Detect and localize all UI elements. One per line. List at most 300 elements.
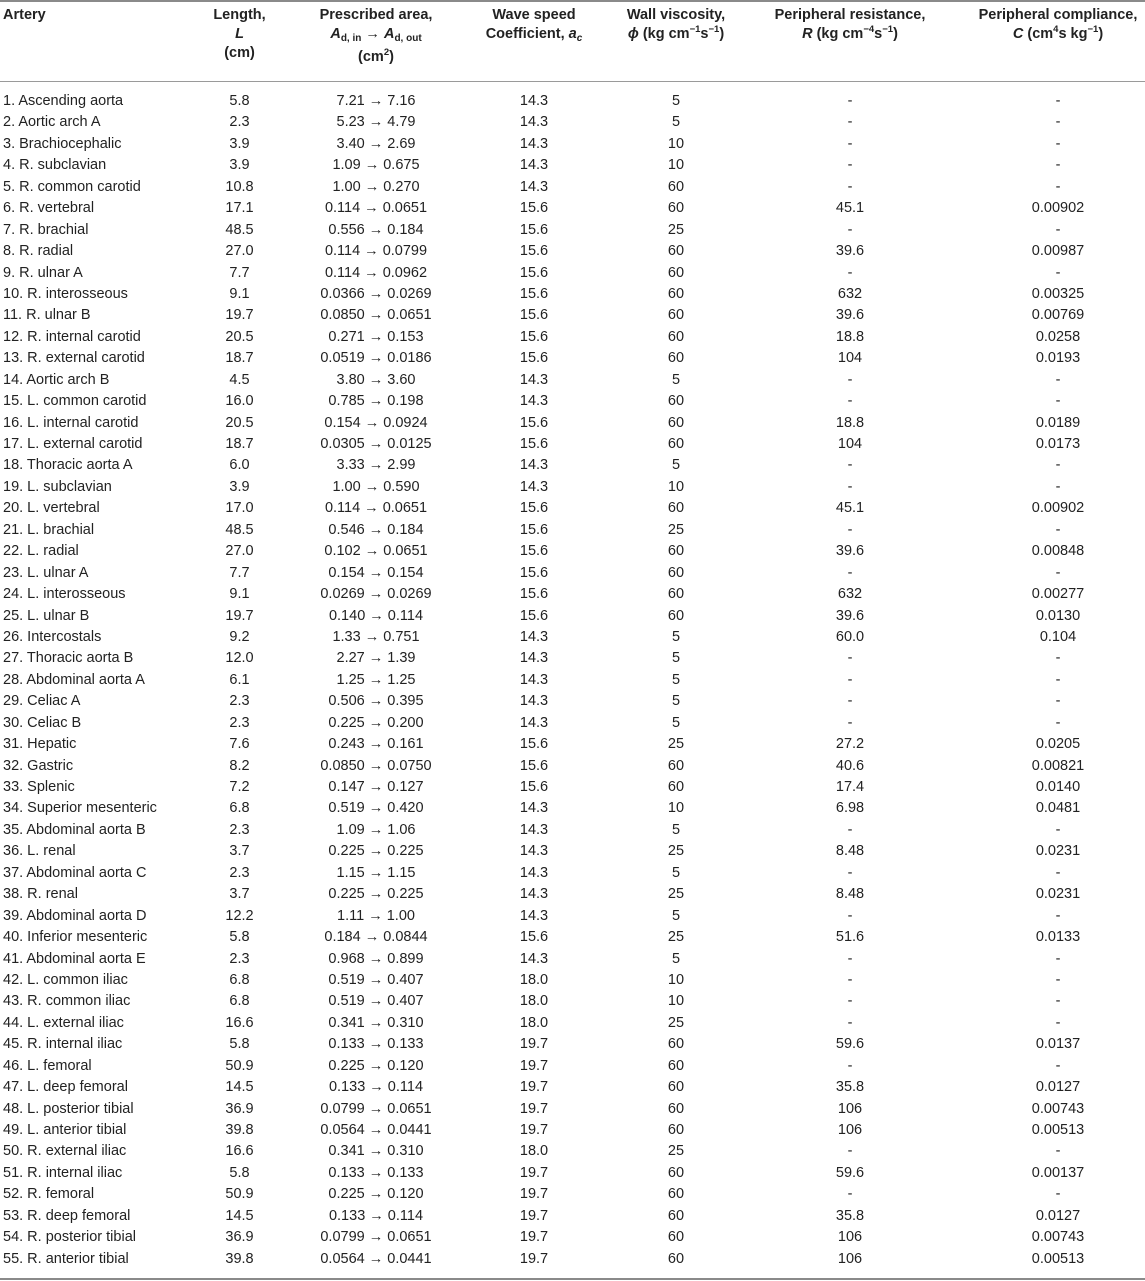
area-cell: 0.0366 → 0.0269 bbox=[320, 285, 432, 302]
resistance-cell: 8.48 bbox=[835, 886, 865, 903]
length-cell: 9.2 bbox=[229, 628, 250, 645]
wave-speed-cell: 14.3 bbox=[519, 393, 549, 410]
artery-name: 42. L. common iliac bbox=[3, 971, 128, 988]
length-cell: 39.8 bbox=[225, 1122, 254, 1138]
table-row bbox=[0, 734, 1145, 755]
length-cell: 17.0 bbox=[225, 500, 254, 517]
table-row bbox=[0, 1184, 1145, 1205]
wave-speed-cell: 14.3 bbox=[519, 135, 549, 152]
compliance-cell: - bbox=[1055, 1143, 1061, 1160]
length-cell: 9.1 bbox=[229, 285, 250, 302]
viscosity-cell: 60 bbox=[667, 500, 685, 517]
wave-speed-cell: 15.6 bbox=[519, 243, 549, 260]
wave-speed-cell: 14.3 bbox=[519, 93, 549, 109]
artery-name: 11. R. ulnar B bbox=[3, 307, 91, 324]
length-cell: 6.8 bbox=[229, 993, 250, 1010]
artery-name: 16. L. internal carotid bbox=[3, 414, 139, 431]
area-cell: 7.21 → 7.16 bbox=[336, 93, 416, 109]
area-cell: 0.0564 → 0.0441 bbox=[320, 1122, 432, 1138]
resistance-cell: - bbox=[847, 864, 853, 881]
wave-speed-cell: 15.6 bbox=[519, 328, 549, 345]
table-row bbox=[0, 305, 1145, 326]
area-cell: 0.114 → 0.0651 bbox=[324, 500, 428, 517]
area-cell: 0.785 → 0.198 bbox=[328, 393, 424, 410]
length-cell: 7.2 bbox=[229, 779, 250, 795]
length-cell: 4.5 bbox=[229, 371, 250, 388]
table-row bbox=[0, 220, 1145, 241]
resistance-cell: - bbox=[847, 950, 853, 967]
length-cell: 2.3 bbox=[229, 950, 250, 967]
wave-speed-cell: 15.6 bbox=[519, 436, 549, 452]
artery-name: 12. R. internal carotid bbox=[3, 328, 141, 345]
artery-name: 32. Gastric bbox=[3, 757, 74, 774]
resistance-cell: 27.2 bbox=[835, 736, 865, 753]
resistance-cell: - bbox=[847, 671, 853, 688]
viscosity-cell: 5 bbox=[671, 693, 681, 710]
resistance-cell: 45.1 bbox=[835, 500, 865, 517]
area-cell: 0.519 → 0.420 bbox=[328, 800, 424, 817]
wave-speed-cell: 19.7 bbox=[519, 1100, 549, 1117]
wave-speed-cell: 15.6 bbox=[519, 350, 549, 367]
viscosity-cell: 25 bbox=[667, 221, 685, 238]
header-peripheral-resistance: Peripheral resistance, R (kg $cm^{-4}s^{-1}$) bbox=[774, 7, 926, 42]
area-cell: 1.00 → 0.270 bbox=[332, 178, 420, 195]
artery-name: 52. R. femoral bbox=[3, 1186, 95, 1203]
table-row bbox=[0, 263, 1145, 284]
wave-speed-cell: 14.3 bbox=[519, 843, 549, 860]
length-cell: 2.3 bbox=[229, 821, 250, 838]
table-row bbox=[0, 391, 1145, 412]
viscosity-cell: 60 bbox=[667, 586, 685, 603]
wave-speed-cell: 19.7 bbox=[519, 1036, 549, 1053]
compliance-cell: - bbox=[1055, 950, 1061, 967]
length-cell: 6.0 bbox=[229, 457, 250, 474]
table-top-rule bbox=[0, 0, 1145, 2]
length-cell: 36.9 bbox=[225, 1229, 254, 1246]
compliance-cell: - bbox=[1055, 1057, 1061, 1074]
compliance-cell: - bbox=[1055, 114, 1061, 131]
viscosity-cell: 10 bbox=[667, 157, 685, 174]
artery-name: 17. L. external carotid bbox=[3, 436, 143, 452]
viscosity-cell: 60 bbox=[667, 200, 685, 217]
wave-speed-cell: 19.7 bbox=[519, 1079, 549, 1096]
resistance-cell: - bbox=[847, 564, 853, 581]
resistance-cell: - bbox=[847, 478, 853, 495]
resistance-cell: - bbox=[847, 457, 853, 474]
length-cell: 7.6 bbox=[229, 736, 250, 753]
viscosity-cell: 10 bbox=[667, 993, 685, 1010]
viscosity-cell: 60 bbox=[667, 1122, 685, 1138]
table-row bbox=[0, 112, 1145, 133]
area-cell: 3.33 → 2.99 bbox=[336, 457, 416, 474]
compliance-cell: - bbox=[1055, 971, 1061, 988]
wave-speed-cell: 15.6 bbox=[519, 285, 549, 302]
wave-speed-cell: 14.3 bbox=[519, 714, 549, 731]
table-row bbox=[0, 348, 1145, 369]
artery-name: 37. Abdominal aorta C bbox=[3, 864, 147, 881]
length-cell: 5.8 bbox=[229, 1036, 250, 1053]
compliance-cell: - bbox=[1055, 393, 1061, 410]
length-cell: 48.5 bbox=[225, 221, 254, 238]
artery-name: 23. L. ulnar A bbox=[3, 564, 89, 581]
artery-name: 30. Celiac B bbox=[3, 714, 82, 731]
viscosity-cell: 60 bbox=[667, 264, 685, 281]
table-row bbox=[0, 798, 1145, 819]
table-row bbox=[0, 1163, 1145, 1184]
table-row bbox=[0, 1056, 1145, 1077]
length-cell: 2.3 bbox=[229, 693, 250, 710]
artery-name: 43. R. common iliac bbox=[3, 993, 131, 1010]
artery-name: 7. R. brachial bbox=[3, 221, 89, 238]
resistance-cell: - bbox=[847, 650, 853, 667]
resistance-cell: - bbox=[847, 971, 853, 988]
length-cell: 2.3 bbox=[229, 864, 250, 881]
compliance-cell: 0.0205 bbox=[1035, 736, 1081, 753]
viscosity-cell: 5 bbox=[671, 864, 681, 881]
wave-speed-cell: 15.6 bbox=[519, 779, 549, 795]
viscosity-cell: 60 bbox=[667, 393, 685, 410]
resistance-cell: - bbox=[847, 135, 853, 152]
length-cell: 5.8 bbox=[229, 1164, 250, 1181]
wave-speed-cell: 15.6 bbox=[519, 500, 549, 517]
viscosity-cell: 60 bbox=[667, 307, 685, 324]
length-cell: 16.6 bbox=[225, 1143, 254, 1160]
artery-name: 28. Abdominal aorta A bbox=[3, 671, 145, 688]
artery-name: 26. Intercostals bbox=[3, 628, 102, 645]
compliance-cell: 0.0231 bbox=[1035, 843, 1081, 860]
resistance-cell: 60.0 bbox=[835, 628, 865, 645]
artery-name: 10. R. interosseous bbox=[3, 285, 128, 302]
table-row bbox=[0, 498, 1145, 519]
artery-name: 54. R. posterior tibial bbox=[3, 1229, 136, 1246]
viscosity-cell: 5 bbox=[671, 714, 681, 731]
artery-name: 21. L. brachial bbox=[3, 521, 95, 538]
artery-name: 3. Brachiocephalic bbox=[3, 135, 122, 152]
area-cell: 0.102 → 0.0651 bbox=[324, 543, 428, 560]
compliance-cell: - bbox=[1055, 264, 1061, 281]
wave-speed-cell: 14.3 bbox=[519, 178, 549, 195]
area-cell: 0.0305 → 0.0125 bbox=[320, 436, 432, 452]
compliance-cell: 0.00743 bbox=[1031, 1100, 1085, 1117]
wave-speed-cell: 19.7 bbox=[519, 1186, 549, 1203]
artery-name: 5. R. common carotid bbox=[3, 178, 141, 195]
table-row bbox=[0, 177, 1145, 198]
compliance-cell: - bbox=[1055, 864, 1061, 881]
wave-speed-cell: 19.7 bbox=[519, 1229, 549, 1246]
viscosity-cell: 5 bbox=[671, 628, 681, 645]
table-header bbox=[0, 6, 1145, 78]
table-row bbox=[0, 1013, 1145, 1034]
viscosity-cell: 25 bbox=[667, 736, 685, 753]
wave-speed-cell: 14.3 bbox=[519, 886, 549, 903]
length-cell: 2.3 bbox=[229, 114, 250, 131]
artery-name: 34. Superior mesenteric bbox=[3, 800, 157, 817]
artery-name: 45. R. internal iliac bbox=[3, 1036, 123, 1053]
viscosity-cell: 60 bbox=[667, 1079, 685, 1096]
resistance-cell: 106 bbox=[837, 1250, 863, 1267]
wave-speed-cell: 18.0 bbox=[519, 1143, 549, 1160]
table-row bbox=[0, 241, 1145, 262]
area-cell: 3.40 → 2.69 bbox=[336, 135, 416, 152]
viscosity-cell: 5 bbox=[671, 114, 681, 131]
wave-speed-cell: 18.0 bbox=[519, 993, 549, 1010]
table-row bbox=[0, 670, 1145, 691]
length-cell: 12.2 bbox=[225, 907, 254, 924]
artery-name: 51. R. internal iliac bbox=[3, 1164, 123, 1181]
area-cell: 2.27 → 1.39 bbox=[336, 650, 416, 667]
viscosity-cell: 5 bbox=[671, 821, 681, 838]
artery-name: 47. L. deep femoral bbox=[3, 1079, 128, 1096]
area-cell: 0.546 → 0.184 bbox=[328, 521, 424, 538]
compliance-cell: 0.00513 bbox=[1031, 1122, 1085, 1138]
viscosity-cell: 5 bbox=[671, 650, 681, 667]
wave-speed-cell: 15.6 bbox=[519, 414, 549, 431]
wave-speed-cell: 19.7 bbox=[519, 1250, 549, 1267]
resistance-cell: 35.8 bbox=[835, 1207, 865, 1224]
resistance-cell: 51.6 bbox=[835, 929, 865, 946]
artery-name: 4. R. subclavian bbox=[3, 157, 107, 174]
artery-name: 13. R. external carotid bbox=[3, 350, 145, 367]
compliance-cell: - bbox=[1055, 564, 1061, 581]
viscosity-cell: 60 bbox=[667, 328, 685, 345]
table-row bbox=[0, 863, 1145, 884]
resistance-cell: - bbox=[847, 221, 853, 238]
wave-speed-cell: 14.3 bbox=[519, 114, 549, 131]
compliance-cell: 0.00987 bbox=[1031, 243, 1085, 260]
compliance-cell: 0.0481 bbox=[1035, 800, 1081, 817]
header-artery: Artery bbox=[3, 7, 46, 23]
resistance-cell: - bbox=[847, 1186, 853, 1203]
compliance-cell: - bbox=[1055, 821, 1061, 838]
table-row bbox=[0, 1099, 1145, 1120]
compliance-cell: - bbox=[1055, 478, 1061, 495]
area-cell: 1.09 → 0.675 bbox=[332, 157, 420, 174]
wave-speed-cell: 14.3 bbox=[519, 907, 549, 924]
viscosity-cell: 60 bbox=[667, 1229, 685, 1246]
viscosity-cell: 5 bbox=[671, 907, 681, 924]
artery-name: 53. R. deep femoral bbox=[3, 1207, 131, 1224]
wave-speed-cell: 14.3 bbox=[519, 628, 549, 645]
table-row bbox=[0, 884, 1145, 905]
area-cell: 1.33 → 0.751 bbox=[332, 628, 420, 645]
wave-speed-cell: 14.3 bbox=[519, 457, 549, 474]
artery-name: 44. L. external iliac bbox=[3, 1014, 124, 1031]
resistance-cell: - bbox=[847, 907, 853, 924]
area-cell: 1.25 → 1.25 bbox=[336, 671, 416, 688]
length-cell: 5.8 bbox=[229, 929, 250, 946]
compliance-cell: 0.0130 bbox=[1035, 607, 1081, 624]
resistance-cell: - bbox=[847, 264, 853, 281]
compliance-cell: 0.00848 bbox=[1031, 543, 1085, 560]
resistance-cell: 39.6 bbox=[835, 243, 865, 260]
wave-speed-cell: 18.0 bbox=[519, 971, 549, 988]
length-cell: 48.5 bbox=[225, 521, 254, 538]
resistance-cell: - bbox=[847, 521, 853, 538]
wave-speed-cell: 15.6 bbox=[519, 221, 549, 238]
artery-name: 41. Abdominal aorta E bbox=[3, 950, 146, 967]
resistance-cell: 104 bbox=[837, 436, 863, 452]
area-cell: 0.506 → 0.395 bbox=[328, 693, 424, 710]
viscosity-cell: 60 bbox=[667, 436, 685, 452]
table-row bbox=[0, 606, 1145, 627]
viscosity-cell: 60 bbox=[667, 1250, 685, 1267]
length-cell: 19.7 bbox=[225, 607, 254, 624]
compliance-cell: 0.00902 bbox=[1031, 200, 1085, 217]
artery-name: 6. R. vertebral bbox=[3, 200, 95, 217]
artery-name: 27. Thoracic aorta B bbox=[3, 650, 134, 667]
table-row bbox=[0, 820, 1145, 841]
table-row bbox=[0, 1206, 1145, 1227]
artery-name: 2. Aortic arch A bbox=[3, 114, 101, 131]
area-cell: 0.968 → 0.899 bbox=[328, 950, 424, 967]
resistance-cell: 59.6 bbox=[835, 1164, 865, 1181]
compliance-cell: 0.104 bbox=[1039, 628, 1077, 645]
artery-name: 1. Ascending aorta bbox=[3, 93, 124, 109]
resistance-cell: - bbox=[847, 178, 853, 195]
area-cell: 5.23 → 4.79 bbox=[336, 114, 416, 131]
area-cell: 0.133 → 0.133 bbox=[328, 1036, 424, 1053]
area-cell: 1.00 → 0.590 bbox=[332, 478, 420, 495]
compliance-cell: 0.00277 bbox=[1031, 586, 1085, 603]
length-cell: 7.7 bbox=[229, 564, 250, 581]
wave-speed-cell: 14.3 bbox=[519, 371, 549, 388]
wave-speed-cell: 14.3 bbox=[519, 864, 549, 881]
length-cell: 50.9 bbox=[225, 1186, 254, 1203]
artery-name: 9. R. ulnar A bbox=[3, 264, 83, 281]
compliance-cell: - bbox=[1055, 907, 1061, 924]
area-cell: 1.09 → 1.06 bbox=[336, 821, 416, 838]
table-row bbox=[0, 155, 1145, 176]
wave-speed-cell: 15.6 bbox=[519, 264, 549, 281]
compliance-cell: - bbox=[1055, 650, 1061, 667]
viscosity-cell: 60 bbox=[667, 285, 685, 302]
table-row bbox=[0, 327, 1145, 348]
compliance-cell: - bbox=[1055, 93, 1061, 109]
length-cell: 3.9 bbox=[229, 135, 250, 152]
length-cell: 16.6 bbox=[225, 1014, 254, 1031]
length-cell: 14.5 bbox=[225, 1207, 254, 1224]
viscosity-cell: 25 bbox=[667, 886, 685, 903]
wave-speed-cell: 14.3 bbox=[519, 693, 549, 710]
viscosity-cell: 25 bbox=[667, 1143, 685, 1160]
artery-name: 36. L. renal bbox=[3, 843, 76, 860]
length-cell: 17.1 bbox=[225, 200, 254, 217]
resistance-cell: 45.1 bbox=[835, 200, 865, 217]
wave-speed-cell: 15.6 bbox=[519, 200, 549, 217]
wave-speed-cell: 19.7 bbox=[519, 1057, 549, 1074]
length-cell: 3.9 bbox=[229, 478, 250, 495]
viscosity-cell: 10 bbox=[667, 800, 685, 817]
resistance-cell: 39.6 bbox=[835, 543, 865, 560]
table-row bbox=[0, 477, 1145, 498]
table-row bbox=[0, 1120, 1145, 1141]
viscosity-cell: 10 bbox=[667, 971, 685, 988]
wave-speed-cell: 14.3 bbox=[519, 157, 549, 174]
resistance-cell: 106 bbox=[837, 1122, 863, 1138]
compliance-cell: - bbox=[1055, 671, 1061, 688]
table-row bbox=[0, 1249, 1145, 1270]
viscosity-cell: 60 bbox=[667, 1207, 685, 1224]
table-row bbox=[0, 691, 1145, 712]
viscosity-cell: 60 bbox=[667, 1100, 685, 1117]
resistance-cell: - bbox=[847, 693, 853, 710]
compliance-cell: 0.00137 bbox=[1031, 1164, 1085, 1181]
resistance-cell: 632 bbox=[837, 586, 863, 603]
area-cell: 3.80 → 3.60 bbox=[336, 371, 416, 388]
length-cell: 18.7 bbox=[225, 436, 254, 452]
viscosity-cell: 60 bbox=[667, 1057, 685, 1074]
area-cell: 0.0564 → 0.0441 bbox=[320, 1250, 432, 1267]
viscosity-cell: 5 bbox=[671, 457, 681, 474]
wave-speed-cell: 15.6 bbox=[519, 607, 549, 624]
area-cell: 0.0799 → 0.0651 bbox=[320, 1229, 432, 1246]
wave-speed-cell: 15.6 bbox=[519, 929, 549, 946]
compliance-cell: - bbox=[1055, 521, 1061, 538]
area-cell: 0.0269 → 0.0269 bbox=[320, 586, 432, 603]
wave-speed-cell: 15.6 bbox=[519, 586, 549, 603]
viscosity-cell: 60 bbox=[667, 757, 685, 774]
length-cell: 3.9 bbox=[229, 157, 250, 174]
wave-speed-cell: 18.0 bbox=[519, 1014, 549, 1031]
resistance-cell: 18.8 bbox=[835, 414, 865, 431]
compliance-cell: 0.00743 bbox=[1031, 1229, 1085, 1246]
length-cell: 39.8 bbox=[225, 1250, 254, 1267]
area-cell: 0.154 → 0.154 bbox=[328, 564, 424, 581]
compliance-cell: 0.0137 bbox=[1035, 1036, 1081, 1053]
table-row bbox=[0, 1034, 1145, 1055]
table-row bbox=[0, 627, 1145, 648]
viscosity-cell: 60 bbox=[667, 543, 685, 560]
table-row bbox=[0, 413, 1145, 434]
area-cell: 0.140 → 0.114 bbox=[328, 607, 424, 624]
table-row bbox=[0, 841, 1145, 862]
artery-name: 29. Celiac A bbox=[3, 693, 81, 710]
area-cell: 0.225 → 0.200 bbox=[328, 714, 424, 731]
compliance-cell: - bbox=[1055, 135, 1061, 152]
table-row bbox=[0, 563, 1145, 584]
artery-name: 38. R. renal bbox=[3, 886, 78, 903]
viscosity-cell: 25 bbox=[667, 843, 685, 860]
table-header-rule bbox=[0, 81, 1145, 82]
table-bottom-rule bbox=[0, 1278, 1145, 1280]
table-row bbox=[0, 1141, 1145, 1162]
area-cell: 0.0799 → 0.0651 bbox=[320, 1100, 432, 1117]
table-row bbox=[0, 584, 1145, 605]
length-cell: 12.0 bbox=[225, 650, 254, 667]
table-row bbox=[0, 991, 1145, 1012]
length-cell: 20.5 bbox=[225, 414, 254, 431]
artery-name: 14. Aortic arch B bbox=[3, 371, 110, 388]
header-peripheral-compliance: Peripheral compliance, C ($cm^4s$ $kg^{-1}$) bbox=[978, 7, 1138, 42]
resistance-cell: 39.6 bbox=[835, 307, 865, 324]
artery-name: 40. Inferior mesenteric bbox=[3, 929, 148, 946]
artery-name: 18. Thoracic aorta A bbox=[3, 457, 133, 474]
length-cell: 20.5 bbox=[225, 328, 254, 345]
artery-name: 8. R. radial bbox=[3, 243, 74, 260]
viscosity-cell: 5 bbox=[671, 371, 681, 388]
viscosity-cell: 25 bbox=[667, 521, 685, 538]
table-row bbox=[0, 927, 1145, 948]
table-row bbox=[0, 91, 1145, 112]
area-cell: 0.225 → 0.120 bbox=[328, 1186, 424, 1203]
resistance-cell: - bbox=[847, 393, 853, 410]
resistance-cell: - bbox=[847, 371, 853, 388]
area-cell: 0.519 → 0.407 bbox=[328, 993, 424, 1010]
table-row bbox=[0, 1077, 1145, 1098]
header-length: Length, L (cm) bbox=[213, 7, 266, 61]
length-cell: 6.1 bbox=[229, 671, 250, 688]
length-cell: 18.7 bbox=[225, 350, 254, 367]
